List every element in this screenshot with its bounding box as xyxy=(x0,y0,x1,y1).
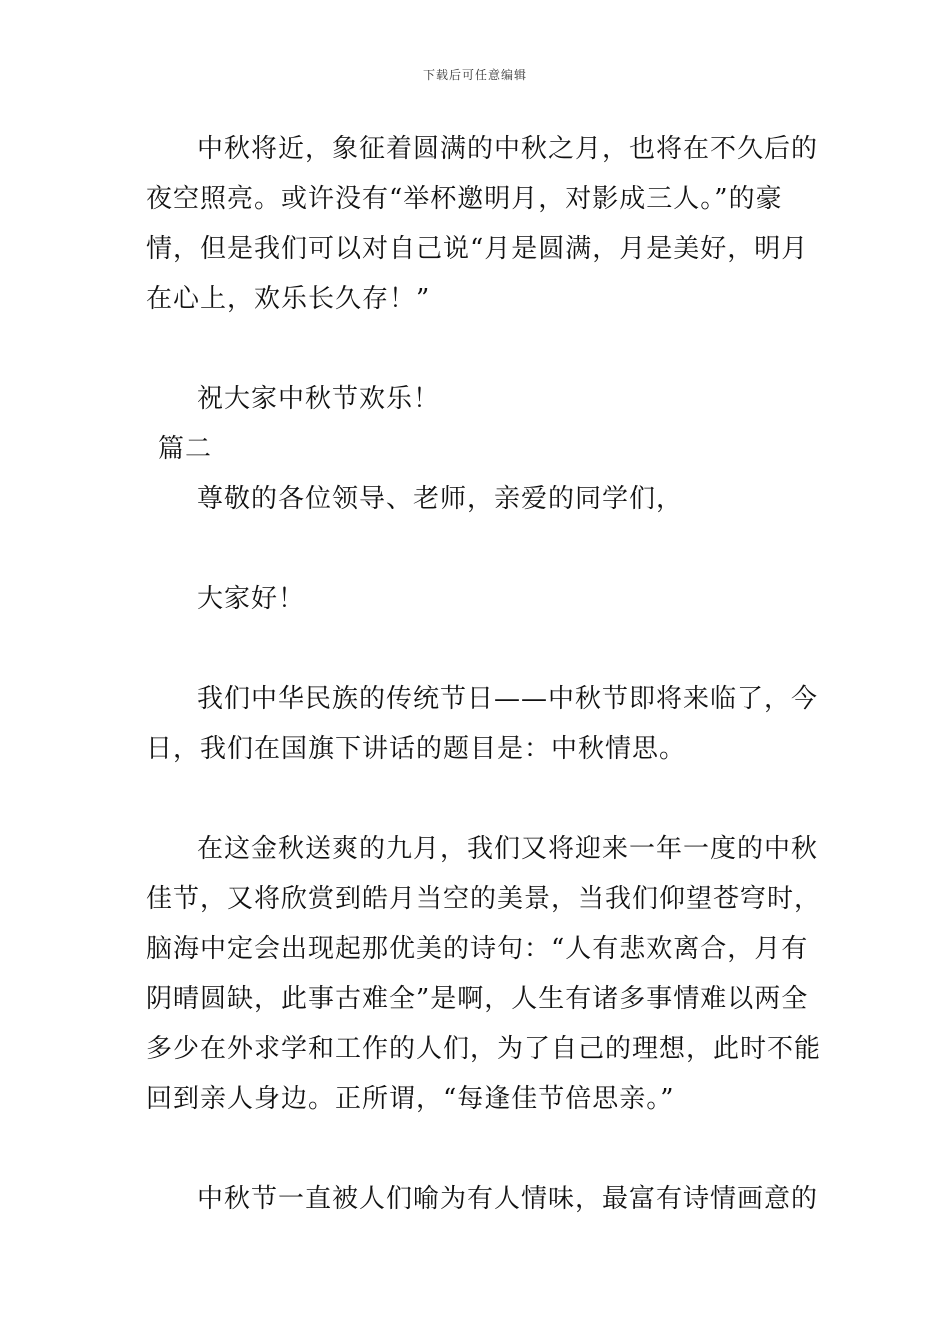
paragraph-line: 祝大家中秋节欢乐！ xyxy=(197,384,441,414)
paragraph-line: 我们中华民族的传统节日——中秋节即将来临了，今 xyxy=(197,684,819,714)
paragraph-line: 脑海中定会出现起那优美的诗句：“人有悲欢离合，月有 xyxy=(146,934,809,964)
paragraph-line: 阴晴圆缺，此事古难全”是啊，人生有诸多事情难以两全 xyxy=(146,984,809,1014)
paragraph-line: 回到亲人身边。正所谓，“每逢佳节倍思亲。” xyxy=(146,1084,675,1114)
page-header-note: 下载后可任意编辑 xyxy=(422,68,527,82)
paragraph-line: 佳节，又将欣赏到皓月当空的美景，当我们仰望苍穹时， xyxy=(146,884,822,914)
paragraph-line: 多少在外求学和工作的人们，为了自己的理想，此时不能 xyxy=(146,1034,822,1064)
paragraph-line: 情，但是我们可以对自己说“月是圆满，月是美好，明月 xyxy=(146,234,809,264)
section-heading: 篇二 xyxy=(158,434,213,464)
salutation-line: 尊敬的各位领导、老师，亲爱的同学们， xyxy=(197,484,684,514)
paragraph-line: 中秋节一直被人们喻为有人情味，最富有诗情画意的 xyxy=(197,1184,819,1214)
paragraph-line: 在这金秋送爽的九月，我们又将迎来一年一度的中秋 xyxy=(197,834,819,864)
greeting-line: 大家好！ xyxy=(197,584,306,614)
paragraph-line: 在心上，欢乐长久存！” xyxy=(146,284,431,314)
paragraph-line: 夜空照亮。或许没有“举杯邀明月，对影成三人。”的豪 xyxy=(146,184,783,214)
paragraph-line: 日，我们在国旗下讲话的题目是：中秋情思。 xyxy=(146,734,687,764)
paragraph-line: 中秋将近，象征着圆满的中秋之月，也将在不久后的 xyxy=(197,134,819,164)
